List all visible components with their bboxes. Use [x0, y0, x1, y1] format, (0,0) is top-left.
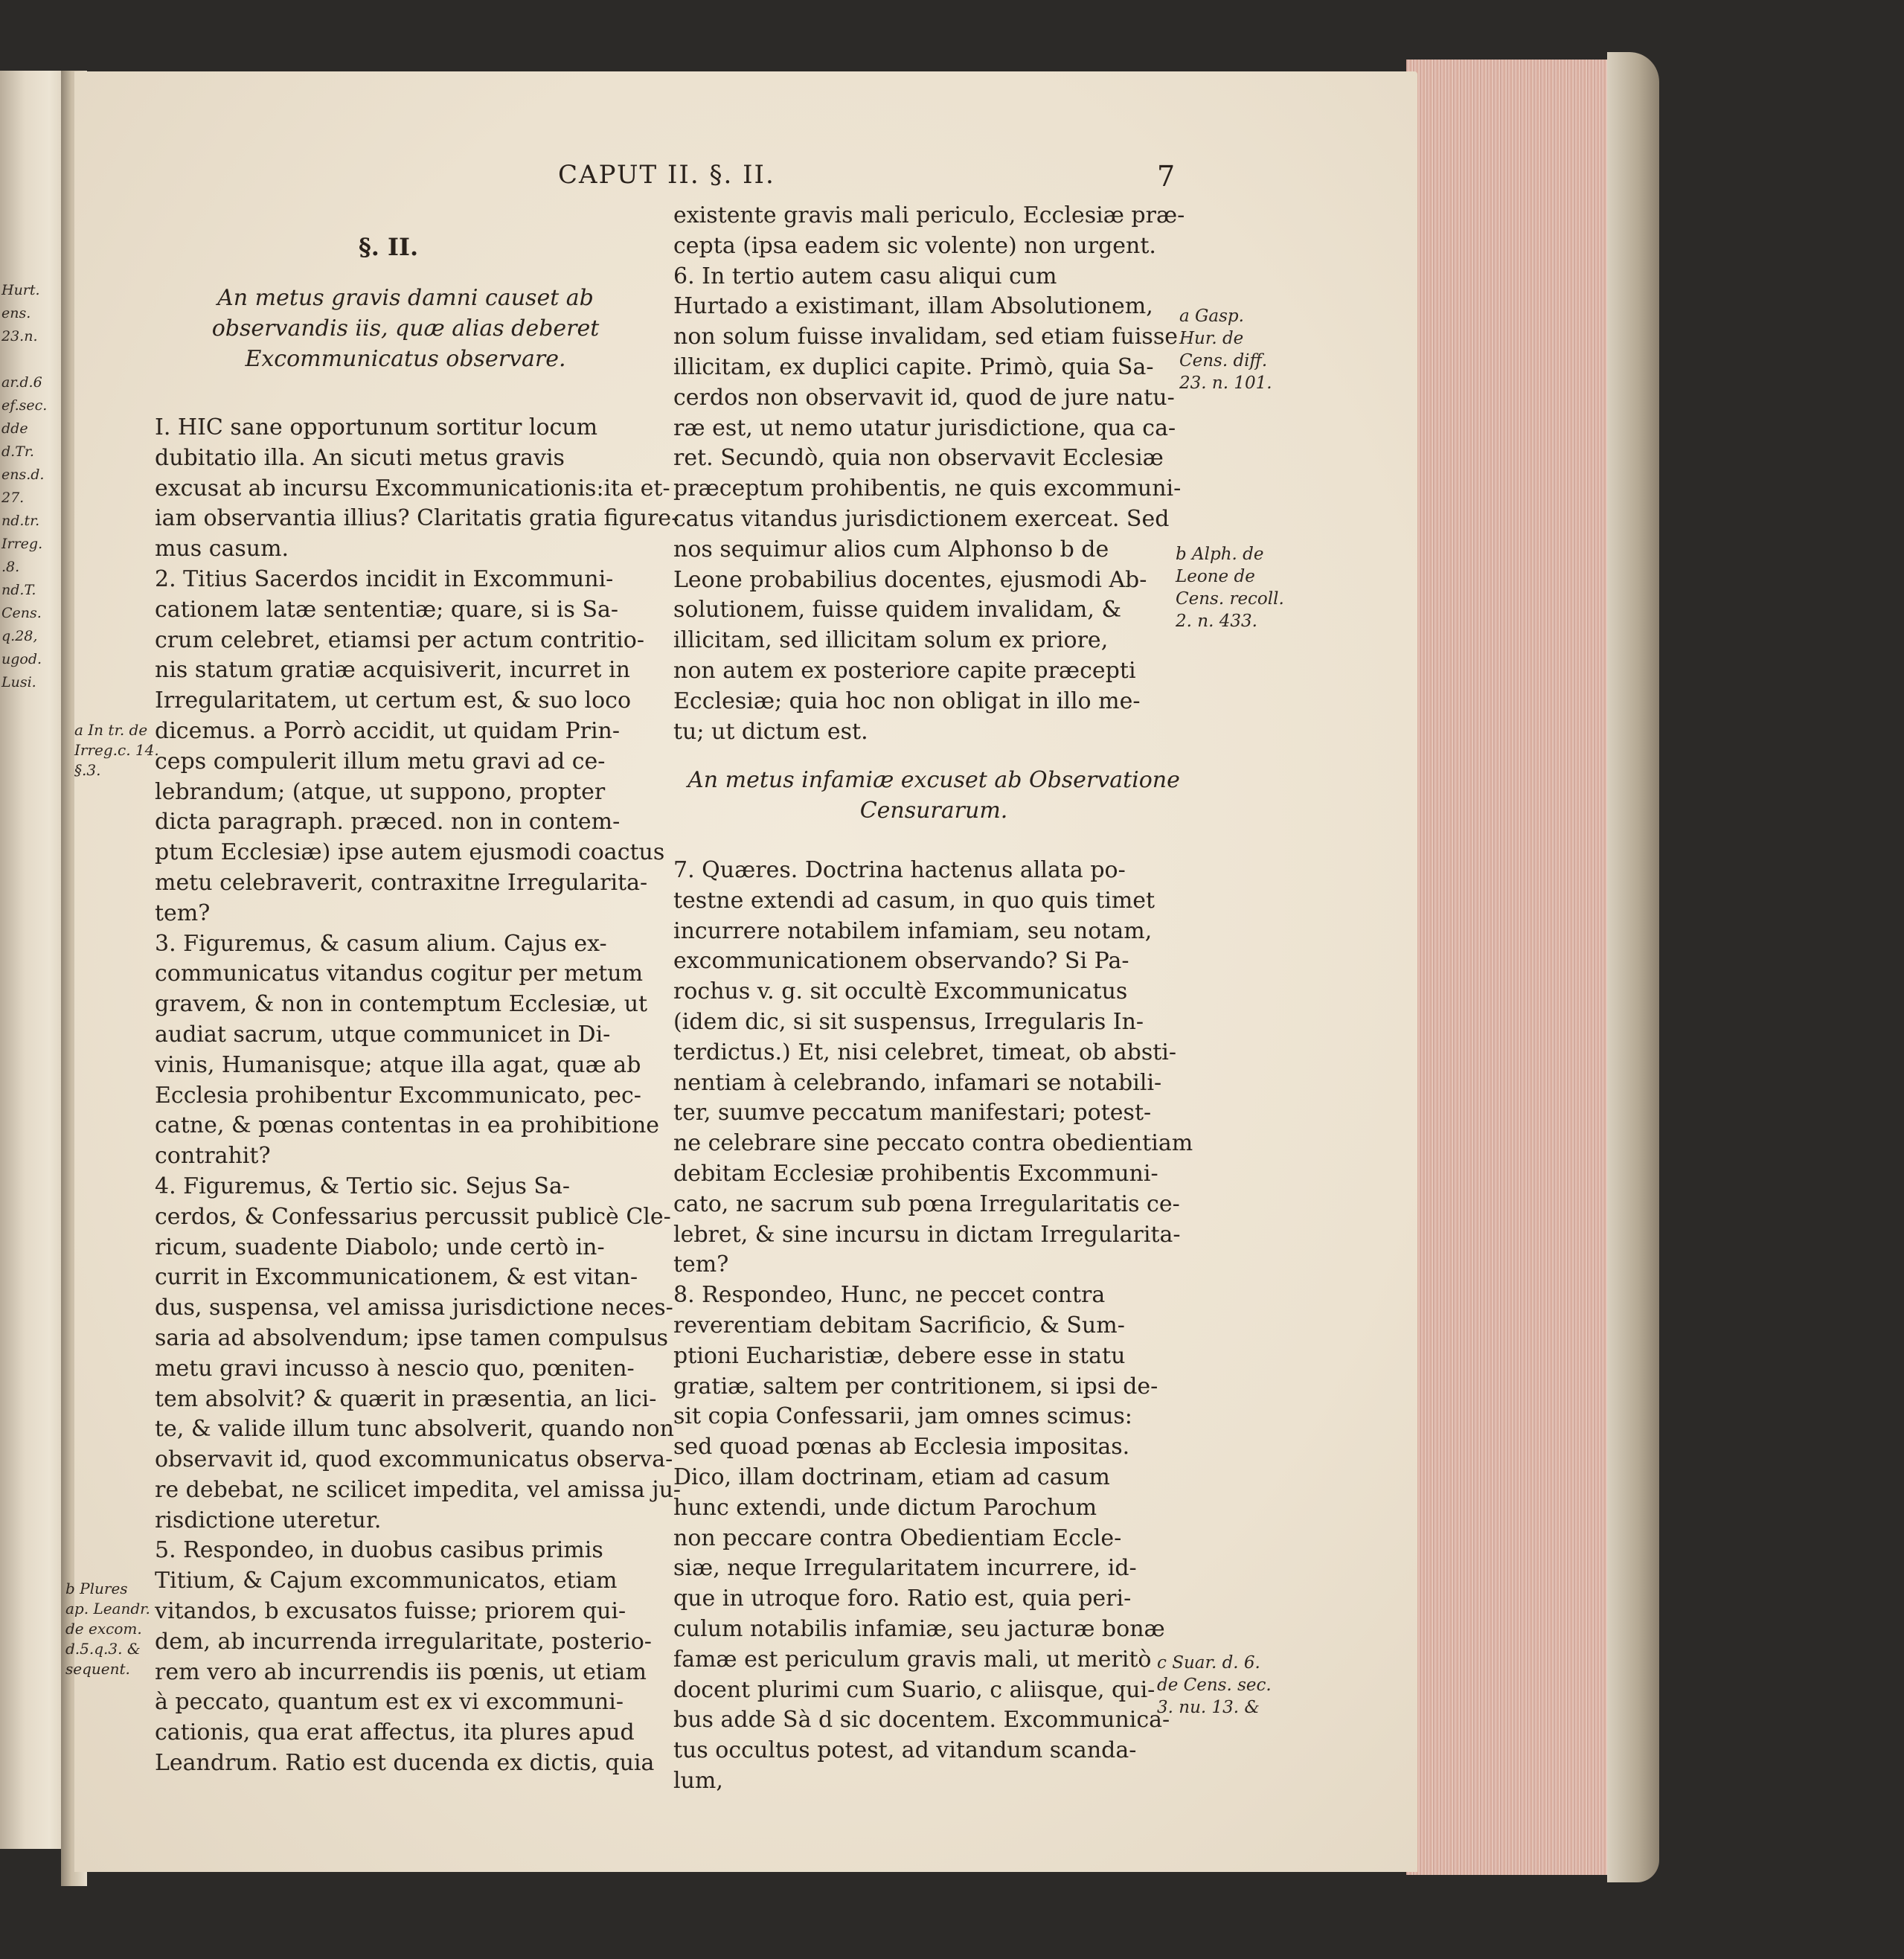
text-line: cationis, qua erat affectus, ita plures apud	[155, 1719, 635, 1746]
text-line: cerdos, & Confessarius percussit publicè Cle-	[155, 1203, 671, 1230]
text-line: sit copia Confessarii, jam omnes scimus:	[673, 1403, 1132, 1430]
margin-note-line: b Plures	[65, 1580, 128, 1597]
margin-note-line: 23. n. 101.	[1179, 373, 1272, 393]
text-line: incurrere notabilem infamiam, seu notam,	[673, 917, 1153, 944]
page-number: 7	[1157, 160, 1176, 193]
text-line: crum celebret, etiamsi per actum contritio-	[155, 626, 644, 653]
previous-page-fragment: ens.	[1, 305, 31, 321]
previous-page-fragment	[1, 348, 47, 371]
text-line: excommunicationem observando? Si Pa-	[673, 948, 1129, 975]
margin-note-line: Irreg.c. 14.	[74, 741, 159, 759]
text-line: saria ad absolvendum; ipse tamen compulsus	[155, 1324, 669, 1351]
previous-page-fragment: Lusi.	[1, 674, 36, 690]
text-line: que in utroque foro. Ratio est, quia peri-	[673, 1586, 1132, 1612]
section-question-2: An metus infamiæ excuset ab Observatione Censurarum.	[687, 767, 1180, 824]
text-line: ræ est, ut nemo utatur jurisdictione, qua ca-	[673, 414, 1176, 441]
text-line: iam observantia illius? Claritatis gratia figure-	[155, 505, 679, 532]
text-line: solutionem, fuisse quidem invalidam, &	[673, 597, 1122, 623]
text-line: mus casum.	[155, 536, 289, 562]
previous-page-fragment: ef.sec.	[1, 397, 48, 414]
text-line: Hurtado a existimant, illam Absolutionem,	[673, 293, 1153, 320]
text-line: sed quoad pœnas ab Ecclesia impositas.	[673, 1434, 1130, 1461]
text-line: culum notabilis infamiæ, seu jacturæ bonæ	[673, 1615, 1165, 1642]
previous-page-fragment: nd.tr.	[1, 513, 40, 529]
page-stack-edge	[1406, 60, 1629, 1875]
text-line: ceps compulerit illum metu gravi ad ce-	[155, 748, 606, 775]
text-line: non peccare contra Obedientiam Eccle-	[673, 1524, 1122, 1551]
previous-page-fragment: nd.T.	[1, 582, 36, 598]
running-head: CAPUT II. §. II.	[558, 160, 775, 190]
text-line: observavit id, quod excommunicatus observa-	[155, 1446, 673, 1473]
text-line: cerdos non observavit id, quod de jure natu-	[673, 384, 1175, 411]
margin-note-line: b Alph. de	[1176, 545, 1264, 564]
text-line: ricum, suadente Diabolo; unde certò in-	[155, 1234, 605, 1260]
text-line: existente gravis mali periculo, Ecclesiæ præ-	[673, 202, 1185, 228]
previous-page-fragment: q.28,	[1, 628, 38, 644]
text-line: Titium, & Cajum excommunicatos, etiam	[155, 1568, 618, 1594]
margin-note-line: de Cens. sec.	[1157, 1676, 1272, 1695]
margin-note-left-b	[65, 1579, 150, 1679]
text-line: I. HIC sane opportunum sortitur locum	[155, 414, 598, 440]
text-line: 3. Figuremus, & casum alium. Cajus ex-	[155, 930, 607, 957]
text-line: testne extendi ad casum, in quo quis timet	[673, 887, 1155, 914]
text-line: 5. Respondeo, in duobus casibus primis	[155, 1537, 603, 1564]
margin-note-line: §.3.	[74, 761, 101, 779]
text-line: re debebat, ne scilicet impedita, vel amissa ju-	[155, 1476, 682, 1503]
text-line: catus vitandus jurisdictionem exerceat. Sed	[673, 505, 1170, 532]
margin-note-left-a	[74, 720, 159, 780]
text-line: te, & valide illum tunc absolverit, quando non	[155, 1416, 674, 1443]
margin-note-line: ap. Leandr.	[65, 1600, 150, 1617]
text-line: lum,	[673, 1767, 723, 1794]
text-line: vitandos, b excusatos fuisse; priorem qui-	[155, 1598, 626, 1625]
previous-page-fragment: 27.	[1, 490, 25, 506]
text-line: tus occultus potest, ad vitandum scanda-	[673, 1737, 1137, 1764]
left-text-column	[155, 413, 681, 1779]
text-line: hunc extendi, unde dictum Parochum	[673, 1494, 1097, 1521]
text-line: metu gravi incusso à nescio quo, pœniten-	[155, 1355, 635, 1382]
text-line: terdictus.) Et, nisi celebret, timeat, ob absti-	[673, 1039, 1177, 1065]
text-line: non autem ex posteriore capite præcepti	[673, 657, 1136, 684]
previous-page-fragment: d.Tr.	[1, 443, 34, 460]
text-line: dus, suspensa, vel amissa jurisdictione neces-	[155, 1295, 673, 1321]
text-line: non solum fuisse invalidam, sed etiam fuisse	[673, 324, 1178, 350]
text-line: nos sequimur alios cum Alphonso b de	[673, 536, 1109, 562]
text-line: 2. Titius Sacerdos incidit in Excommuni-	[155, 565, 614, 592]
text-line: dem, ab incurrenda irregularitate, posterio-	[155, 1628, 652, 1655]
text-line: nis statum gratiæ acquisiverit, incurret in	[155, 657, 630, 684]
text-line: Leandrum. Ratio est ducenda ex dictis, quia	[155, 1750, 655, 1777]
text-line: currit in Excommunicationem, & est vitan-	[155, 1264, 638, 1291]
text-line: communicatus vitandus cogitur per metum	[155, 961, 644, 987]
text-line: lebret, & sine incursu in dictam Irregularita-	[673, 1221, 1181, 1248]
text-line: Ecclesia prohibentur Excommunicato, pec-	[155, 1082, 641, 1109]
text-line: Ecclesiæ; quia hoc non obligat in illo me-	[673, 687, 1141, 714]
text-line: siæ, neque Irregularitatem incurrere, id-	[673, 1555, 1137, 1582]
text-line: vinis, Humanisque; atque illa agat, quæ ab	[155, 1051, 641, 1078]
text-line: gravem, & non in contemptum Ecclesiæ, ut	[155, 991, 648, 1018]
previous-page-fragment: Cens.	[1, 605, 42, 621]
previous-page-fragment: Hurt.	[1, 282, 40, 298]
previous-page-fragment: 23.n.	[1, 328, 38, 344]
text-line: illicitam, ex duplici capite. Primò, quia Sa-	[673, 353, 1154, 380]
text-line: ret. Secundò, quia non observavit Ecclesiæ	[673, 445, 1164, 472]
previous-page-fragment: Irreg.	[1, 536, 43, 552]
margin-note-line: Leone de	[1176, 567, 1255, 586]
text-line: reverentiam debitam Sacrificio, & Sum-	[673, 1312, 1125, 1338]
book-cover-edge	[1607, 52, 1659, 1882]
text-line: risdictione uteretur.	[155, 1507, 382, 1533]
text-line: dubitatio illa. An sicuti metus gravis	[155, 444, 565, 471]
margin-note-right-a	[1179, 305, 1272, 394]
text-line: audiat sacrum, utque communicet in Di-	[155, 1021, 611, 1048]
text-line: tem?	[155, 900, 211, 926]
margin-note-line: Cens. diff.	[1179, 351, 1268, 371]
margin-note-right-b	[1176, 543, 1284, 632]
text-line: tem?	[673, 1251, 729, 1278]
text-line: debitam Ecclesiæ prohibentis Excommuni-	[673, 1160, 1158, 1187]
text-line: excusat ab incursu Excommunicationis:ita et-	[155, 475, 670, 501]
text-line: ter, suumve peccatum manifestari; potest-	[673, 1100, 1152, 1126]
text-line: Dico, illam doctrinam, etiam ad casum	[673, 1463, 1110, 1490]
text-line: nentiam à celebrando, infamari se notabili-	[673, 1069, 1162, 1096]
text-line: dicta paragraph. præced. non in contem-	[155, 809, 621, 836]
margin-note-line: c Suar. d. 6.	[1157, 1653, 1260, 1673]
margin-note-line: de excom.	[65, 1620, 142, 1638]
previous-page-fragment: dde	[1, 420, 28, 437]
text-line: ptioni Eucharistiæ, debere esse in statu	[673, 1342, 1126, 1369]
text-line: præceptum prohibentis, ne quis excommuni-	[673, 475, 1182, 502]
text-line: tu; ut dictum est.	[673, 718, 868, 745]
text-line: 4. Figuremus, & Tertio sic. Sejus Sa-	[155, 1173, 570, 1199]
margin-note-line: a Gasp.	[1179, 307, 1244, 326]
text-line: docent plurimi cum Suario, c aliisque, qui-	[673, 1676, 1155, 1703]
text-line: 7. Quæres. Doctrina hactenus allata po-	[673, 857, 1126, 883]
text-line: (idem dic, si sit suspensus, Irregularis In-	[673, 1008, 1144, 1035]
margin-note-line: sequent.	[65, 1660, 130, 1678]
margin-note-line: a In tr. de	[74, 721, 148, 739]
margin-note-line: Cens. recoll.	[1176, 589, 1284, 609]
right-text-column-bottom	[673, 856, 1193, 1797]
text-line: ne celebrare sine peccato contra obedientiam	[673, 1130, 1193, 1157]
text-line: metu celebraverit, contraxitne Irregularita-	[155, 869, 648, 896]
text-line: à peccato, quantum est ex vi excommuni-	[155, 1689, 624, 1716]
text-line: Irregularitatem, ut certum est, & suo loco	[155, 687, 632, 714]
margin-note-right-c	[1157, 1652, 1272, 1719]
right-text-column-top	[673, 201, 1185, 747]
text-line: lebrandum; (atque, ut suppono, propter	[155, 778, 606, 805]
text-line: cepta (ipsa eadem sic volente) non urgent.	[673, 232, 1156, 259]
text-line: contrahit?	[155, 1143, 271, 1170]
text-line: cato, ne sacrum sub pœna Irregularitatis ce-	[673, 1190, 1180, 1217]
margin-note-line: 2. n. 433.	[1176, 612, 1257, 631]
margin-note-line: Hur. de	[1179, 329, 1244, 348]
previous-page-fragment: ar.d.6	[1, 374, 42, 391]
previous-page-fragment: ens.d.	[1, 466, 45, 483]
text-line: dicemus. a Porrò accidit, ut quidam Prin-	[155, 717, 621, 744]
text-line: tem absolvit? & quærit in præsentia, an lici-	[155, 1385, 657, 1412]
text-line: rem vero ab incurrendis iis pœnis, ut etiam	[155, 1658, 647, 1685]
margin-note-line: d.5.q.3. &	[65, 1640, 141, 1658]
text-line: 6. In tertio autem casu aliqui cum	[673, 263, 1057, 289]
text-line: catne, & pœnas contentas in ea prohibitione	[155, 1112, 660, 1139]
previous-page-margin-notes	[1, 279, 47, 694]
text-line: cationem latæ sententiæ; quare, si is Sa-	[155, 596, 619, 623]
text-line: rochus v. g. sit occultè Excommunicatus	[673, 978, 1128, 1005]
text-line: 8. Respondeo, Hunc, ne peccet contra	[673, 1282, 1106, 1309]
previous-page-fragment: .8.	[1, 559, 20, 575]
section-title: §. II.	[359, 233, 419, 261]
text-line: ptum Ecclesiæ) ipse autem ejusmodi coactus	[155, 839, 665, 866]
text-line: bus adde Sà d sic docentem. Excommunica-	[673, 1707, 1170, 1734]
text-line: Leone probabilius docentes, ejusmodi Ab-	[673, 566, 1147, 593]
text-line: famæ est periculum gravis mali, ut meritò	[673, 1646, 1152, 1673]
section-question-1: An metus gravis damni causet ab observandis iis, quæ alias deberet Excommunicatus observare.	[211, 285, 600, 372]
margin-note-line: 3. nu. 13. &	[1157, 1698, 1260, 1717]
previous-page-fragment: ugod.	[1, 651, 42, 667]
text-line: gratiæ, saltem per contritionem, si ipsi de-	[673, 1373, 1158, 1399]
text-line: illicitam, sed illicitam solum ex priore,	[673, 627, 1109, 654]
